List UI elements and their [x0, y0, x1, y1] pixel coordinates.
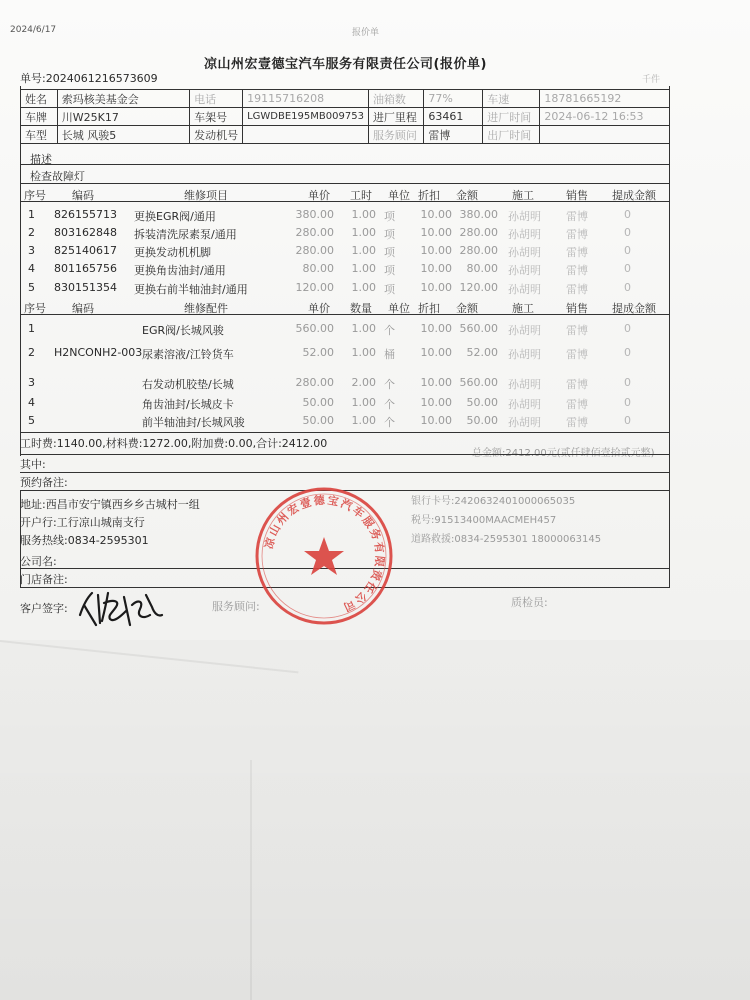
labor-disc-cell: 10.00 [420, 281, 452, 294]
parts-no-cell: 5 [28, 414, 35, 427]
parts-amount-cell: 50.00 [466, 396, 498, 409]
customer-signature-label: 客户签字: [20, 602, 68, 615]
parts-name-cell: 右发动机胶垫/长城 [142, 378, 234, 391]
store-note: 门店备注: [20, 573, 68, 586]
labor-sales-cell: 雷博 [566, 228, 588, 241]
seal-text: 凉山州宏壹德宝汽车服务有限责任公司 [262, 493, 387, 615]
labor-price-cell: 280.00 [295, 226, 334, 239]
labor-header-cell: 单价 [308, 189, 330, 202]
labor-no-cell: 5 [28, 281, 35, 294]
corner-note: 千件 [642, 75, 661, 85]
hotline: 服务热线:0834-2595301 [20, 534, 149, 547]
parts-header-cell: 数量 [350, 302, 372, 315]
parts-unit-cell: 桶 [384, 348, 395, 361]
total-amount: 总金额:2412.00元(贰仟肆佰壹拾贰元整) [472, 448, 655, 459]
plate-label: 车牌 [21, 108, 58, 126]
parts-header-cell: 单价 [308, 302, 330, 315]
parts-unit-cell: 个 [384, 324, 395, 337]
fuel-value: 77% [424, 90, 483, 108]
parts-price-cell: 50.00 [302, 414, 334, 427]
labor-name-cell: 更换角齿油封/通用 [134, 264, 226, 277]
parts-price-cell: 52.00 [302, 346, 334, 359]
parts-unit-cell: 个 [384, 416, 395, 429]
info-row [21, 108, 670, 126]
tax-id: 税号:91513400MAACMEH457 [411, 515, 557, 526]
labor-disc-cell: 10.00 [420, 208, 452, 221]
labor-worker-cell: 孙胡明 [508, 246, 541, 259]
parts-header-cell: 提成金额 [612, 302, 656, 315]
fuel-label: 油箱数 [368, 90, 423, 108]
parts-disc-cell: 10.00 [420, 376, 452, 389]
parts-worker-cell: 孙胡明 [508, 398, 541, 411]
labor-name-cell: 拆装清洗尿素泵/通用 [134, 228, 237, 241]
parts-qty-cell: 2.00 [351, 376, 376, 389]
parts-header-cell: 销售 [566, 302, 588, 315]
parts-no-cell: 1 [28, 322, 35, 335]
parts-comm-cell: 0 [624, 346, 631, 359]
labor-sales-cell: 雷博 [566, 283, 588, 296]
labor-no-cell: 3 [28, 244, 35, 257]
parts-header-cell: 单位 [388, 302, 410, 315]
parts-amount-cell: 52.00 [466, 346, 498, 359]
labor-worker-cell: 孙胡明 [508, 264, 541, 277]
parts-qty-cell: 1.00 [351, 396, 376, 409]
labor-code-cell: 803162848 [54, 226, 117, 239]
labor-header-cell: 施工 [512, 189, 534, 202]
address: 地址:西昌市安宁镇西乡乡古城村一组 [20, 498, 200, 511]
labor-price-cell: 120.00 [295, 281, 334, 294]
name-value: 索玛核美基金会 [57, 90, 189, 108]
vin-value: LGWDBE195MB009753 [243, 108, 369, 126]
engine-value [243, 126, 369, 144]
phone-label: 电话 [190, 90, 243, 108]
mileage-value: 63461 [424, 108, 483, 126]
labor-header-cell: 工时 [350, 189, 372, 202]
out-time-label: 出厂时间 [483, 126, 540, 144]
info-row [21, 126, 670, 144]
phone-value: 19115716208 [243, 90, 369, 108]
parts-amount-cell: 50.00 [466, 414, 498, 427]
parts-disc-cell: 10.00 [420, 414, 452, 427]
company-name: 公司名: [20, 555, 57, 568]
labor-qty-cell: 1.00 [351, 281, 376, 294]
parts-sales-cell: 雷博 [566, 416, 588, 429]
labor-header-cell: 销售 [566, 189, 588, 202]
vin-label: 车架号 [190, 108, 243, 126]
labor-qty-cell: 1.00 [351, 262, 376, 275]
parts-worker-cell: 孙胡明 [508, 348, 541, 361]
other-label: 其中: [20, 458, 46, 471]
parts-amount-cell: 560.00 [459, 322, 498, 335]
advisor-label: 服务顾问 [368, 126, 423, 144]
labor-no-cell: 4 [28, 262, 35, 275]
out-time-value [540, 126, 670, 144]
company-seal [253, 485, 395, 627]
labor-unit-cell: 项 [384, 210, 395, 223]
parts-comm-cell: 0 [624, 322, 631, 335]
labor-sales-cell: 雷博 [566, 264, 588, 277]
labor-disc-cell: 10.00 [420, 226, 452, 239]
parts-sales-cell: 雷博 [566, 348, 588, 361]
advisor-value: 雷博 [424, 126, 483, 144]
document-title: 凉山州宏壹德宝汽车服务有限责任公司(报价单) [204, 57, 487, 72]
divider [20, 183, 670, 184]
labor-amount-cell: 280.00 [459, 244, 498, 257]
handwritten-signature [74, 585, 164, 630]
divider [20, 314, 670, 315]
parts-disc-cell: 10.00 [420, 346, 452, 359]
labor-header-cell: 单位 [388, 189, 410, 202]
road-rescue: 道路救援:0834-2595301 18000063145 [411, 534, 602, 545]
order-number: 单号:20240612165736​09 [20, 72, 158, 85]
parts-header-cell: 折扣 [418, 302, 440, 315]
labor-price-cell: 80.00 [302, 262, 334, 275]
parts-disc-cell: 10.00 [420, 322, 452, 335]
print-date: 2024/6/17 [10, 25, 57, 35]
info-row [21, 90, 670, 108]
labor-header-cell: 提成金额 [612, 189, 656, 202]
parts-header-cell: 施工 [512, 302, 534, 315]
labor-qty-cell: 1.00 [351, 208, 376, 221]
frame-line [20, 86, 21, 456]
parts-no-cell: 2 [28, 346, 35, 359]
labor-unit-cell: 项 [384, 246, 395, 259]
labor-amount-cell: 80.00 [466, 262, 498, 275]
labor-price-cell: 380.00 [295, 208, 334, 221]
labor-comm-cell: 0 [624, 262, 631, 275]
describe-label: 描述 [30, 153, 52, 166]
bank: 开户行:工行凉山城南支行 [20, 516, 145, 529]
engine-label: 发动机号 [190, 126, 243, 144]
parts-qty-cell: 1.00 [351, 346, 376, 359]
parts-header-cell: 维修配件 [184, 302, 228, 315]
divider [20, 454, 670, 455]
remark-label: 预约备注: [20, 476, 68, 489]
parts-worker-cell: 孙胡明 [508, 378, 541, 391]
parts-header-cell: 金额 [456, 302, 478, 315]
parts-header-cell: 序号 [24, 302, 46, 315]
labor-no-cell: 2 [28, 226, 35, 239]
parts-name-cell: 尿素溶液/江铃货车 [142, 348, 234, 361]
in-time-label: 进厂时间 [483, 108, 540, 126]
labor-comm-cell: 0 [624, 226, 631, 239]
parts-comm-cell: 0 [624, 414, 631, 427]
parts-name-cell: EGR阀/长城风骏 [142, 324, 224, 337]
labor-header-cell: 折扣 [418, 189, 440, 202]
extra-value: 18781665192 [540, 90, 670, 108]
parts-price-cell: 280.00 [295, 376, 334, 389]
seal-star-icon [304, 537, 344, 575]
labor-amount-cell: 120.00 [459, 281, 498, 294]
customer-info-table [20, 89, 670, 144]
labor-qty-cell: 1.00 [351, 226, 376, 239]
paper-crease [250, 760, 252, 1000]
parts-price-cell: 560.00 [295, 322, 334, 335]
labor-unit-cell: 项 [384, 264, 395, 277]
parts-unit-cell: 个 [384, 398, 395, 411]
labor-header-cell: 序号 [24, 189, 46, 202]
labor-code-cell: 826155713 [54, 208, 117, 221]
divider [20, 201, 670, 202]
name-label: 姓名 [21, 90, 58, 108]
labor-code-cell: 830151354 [54, 281, 117, 294]
labor-name-cell: 更换EGR阀/通用 [134, 210, 216, 223]
labor-worker-cell: 孙胡明 [508, 283, 541, 296]
parts-comm-cell: 0 [624, 376, 631, 389]
frame-line [669, 86, 670, 587]
labor-unit-cell: 项 [384, 283, 395, 296]
inspector-signature-label: 质检员: [511, 596, 548, 609]
plate-value: 川W25K17 [57, 108, 189, 126]
labor-worker-cell: 孙胡明 [508, 228, 541, 241]
divider [20, 472, 670, 473]
parts-price-cell: 50.00 [302, 396, 334, 409]
parts-code-cell: H2NCONH2-003 [54, 346, 143, 359]
parts-no-cell: 4 [28, 396, 35, 409]
parts-worker-cell: 孙胡明 [508, 324, 541, 337]
mileage-label: 进厂里程 [368, 108, 423, 126]
labor-amount-cell: 380.00 [459, 208, 498, 221]
labor-name-cell: 更换右前半轴油封/通用 [134, 283, 248, 296]
labor-unit-cell: 项 [384, 228, 395, 241]
parts-comm-cell: 0 [624, 396, 631, 409]
parts-qty-cell: 1.00 [351, 322, 376, 335]
labor-no-cell: 1 [28, 208, 35, 221]
parts-sales-cell: 雷博 [566, 378, 588, 391]
bank-account: 银行卡号:2420632401000065035 [411, 496, 576, 507]
labor-header-cell: 维修项目 [184, 189, 228, 202]
in-time-value: 2024-06-12 16:53 [540, 108, 670, 126]
parts-name-cell: 角齿油封/长城皮卡 [142, 398, 234, 411]
parts-sales-cell: 雷博 [566, 398, 588, 411]
labor-price-cell: 280.00 [295, 244, 334, 257]
parts-disc-cell: 10.00 [420, 396, 452, 409]
labor-worker-cell: 孙胡明 [508, 210, 541, 223]
cost-summary: 工时费:1140.00,材料费:1272.00,附加费:0.00,合计:2412.00 [20, 437, 328, 450]
parts-unit-cell: 个 [384, 378, 395, 391]
parts-header-cell: 编码 [72, 302, 94, 315]
parts-amount-cell: 560.00 [459, 376, 498, 389]
labor-comm-cell: 0 [624, 244, 631, 257]
labor-name-cell: 更换发动机机脚 [134, 246, 211, 259]
labor-comm-cell: 0 [624, 208, 631, 221]
labor-code-cell: 801165756 [54, 262, 117, 275]
parts-no-cell: 3 [28, 376, 35, 389]
labor-code-cell: 825140617 [54, 244, 117, 257]
parts-sales-cell: 雷博 [566, 324, 588, 337]
labor-amount-cell: 280.00 [459, 226, 498, 239]
labor-header-cell: 金额 [456, 189, 478, 202]
print-title: 报价单 [352, 28, 380, 38]
labor-comm-cell: 0 [624, 281, 631, 294]
parts-worker-cell: 孙胡明 [508, 416, 541, 429]
labor-disc-cell: 10.00 [420, 244, 452, 257]
advisor-signature-label: 服务顾问: [212, 600, 260, 613]
labor-sales-cell: 雷博 [566, 246, 588, 259]
paper-shadow [0, 640, 750, 1000]
model-label: 车型 [21, 126, 58, 144]
parts-qty-cell: 1.00 [351, 414, 376, 427]
parts-name-cell: 前半轴油封/长城风骏 [142, 416, 245, 429]
labor-sales-cell: 雷博 [566, 210, 588, 223]
frame-line [20, 490, 21, 587]
fault-label: 检查故障灯 [30, 170, 85, 183]
divider [20, 164, 670, 165]
extra-label: 车速 [483, 90, 540, 108]
labor-disc-cell: 10.00 [420, 262, 452, 275]
model-value: 长城 风骏5 [57, 126, 189, 144]
divider [20, 432, 670, 433]
labor-qty-cell: 1.00 [351, 244, 376, 257]
labor-header-cell: 编码 [72, 189, 94, 202]
